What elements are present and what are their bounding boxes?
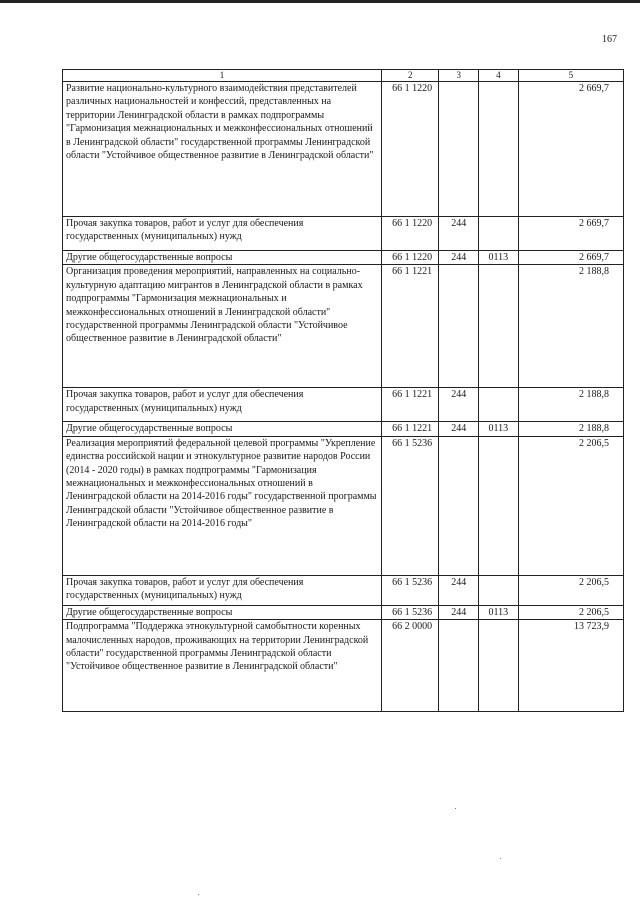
expense-group-cell: 244 [439,422,479,436]
table-row [63,575,624,605]
target-code-cell: 66 1 5236 [382,575,439,605]
table-row [63,82,624,217]
amount-cell: 2 188,8 [518,265,623,388]
budget-table [62,69,624,712]
section-cell [479,575,519,605]
amount-cell: 2 206,5 [518,605,623,619]
target-code-cell: 66 1 1220 [382,217,439,251]
row-name-cell: Прочая закупка товаров, работ и услуг для обеспечения государственных (муниципальных) нужд [63,575,382,605]
scan-speck [455,808,456,809]
row-name-cell: Организация проведения мероприятий, направленных на социально-культурную адаптацию мигрантов в Ленинградской области в рамках подпрограммы "Гармонизация межнациональных и межконфессиональных отношений в Ленинградской области" государственной программы Ленинградской области "Устойчивое общественное развитие в Ленинградской области" [63,265,382,388]
amount-cell: 13 723,9 [518,620,623,712]
section-cell [479,265,519,388]
table-row [63,265,624,388]
column-header: 2 [382,70,439,82]
amount-cell: 2 669,7 [518,251,623,265]
amount-cell: 2 206,5 [518,575,623,605]
expense-group-cell: 244 [439,251,479,265]
row-name-cell: Прочая закупка товаров, работ и услуг для обеспечения государственных (муниципальных) нужд [63,217,382,251]
expense-group-cell: 244 [439,575,479,605]
amount-cell: 2 669,7 [518,82,623,217]
column-header: 5 [518,70,623,82]
target-code-cell: 66 1 1221 [382,388,439,422]
row-name-cell: Прочая закупка товаров, работ и услуг для обеспечения государственных (муниципальных) нужд [63,388,382,422]
target-code-cell: 66 2 0000 [382,620,439,712]
section-cell [479,217,519,251]
row-name-cell: Другие общегосударственные вопросы [63,251,382,265]
row-name-cell: Развитие национально-культурного взаимодействия представителей различных национальностей и конфессий, представленных на территории Ленинградской области в рамках подпрограммы "Гармонизация межнациональных и межконфессиональных отношений в Ленинградской области" государственной программы Ленинградской области "Устойчивое общественное развитие в Ленинградской области" [63,82,382,217]
column-number-header-row [63,70,624,82]
section-cell [479,82,519,217]
scan-speck [198,894,199,895]
column-header: 3 [439,70,479,82]
table-row [63,422,624,436]
target-code-cell: 66 1 1220 [382,251,439,265]
expense-group-cell [439,620,479,712]
table-row [63,388,624,422]
section-cell: 0113 [479,605,519,619]
expense-group-cell [439,265,479,388]
amount-cell: 2 669,7 [518,217,623,251]
column-header: 4 [479,70,519,82]
table-row [63,436,624,575]
section-cell: 0113 [479,251,519,265]
expense-group-cell: 244 [439,388,479,422]
section-cell [479,436,519,575]
table-row [63,217,624,251]
scan-speck [500,858,501,859]
table-row [63,605,624,619]
row-name-cell: Другие общегосударственные вопросы [63,422,382,436]
row-name-cell: Реализация мероприятий федеральной целевой программы "Укрепление единства российской нации и этнокультурное развитие народов России (2014 - 2020 годы) в рамках подпрограммы "Гармонизация межнациональных и межконфессиональных отношений в Ленинградской области на 2014-2016 годы" государственной программы Ленинградской области "Устойчивое общественное развитие в Ленинградской области на 2014-2016 годы" [63,436,382,575]
expense-group-cell: 244 [439,217,479,251]
amount-cell: 2 188,8 [518,388,623,422]
expense-group-cell: 244 [439,605,479,619]
expense-group-cell [439,82,479,217]
amount-cell: 2 188,8 [518,422,623,436]
target-code-cell: 66 1 1221 [382,422,439,436]
amount-cell: 2 206,5 [518,436,623,575]
table-row [63,620,624,712]
section-cell: 0113 [479,422,519,436]
target-code-cell: 66 1 1221 [382,265,439,388]
expense-group-cell [439,436,479,575]
page-number: 167 [602,34,617,45]
section-cell [479,620,519,712]
target-code-cell: 66 1 1220 [382,82,439,217]
section-cell [479,388,519,422]
column-header: 1 [63,70,382,82]
table-row [63,251,624,265]
row-name-cell: Подпрограмма "Поддержка этнокультурной самобытности коренных малочисленных народов, проживающих на территории Ленинградской области" государственной программы Ленинградской области "Устойчивое общественное развитие в Ленинградской области" [63,620,382,712]
target-code-cell: 66 1 5236 [382,436,439,575]
target-code-cell: 66 1 5236 [382,605,439,619]
row-name-cell: Другие общегосударственные вопросы [63,605,382,619]
top-border-line [0,0,640,3]
